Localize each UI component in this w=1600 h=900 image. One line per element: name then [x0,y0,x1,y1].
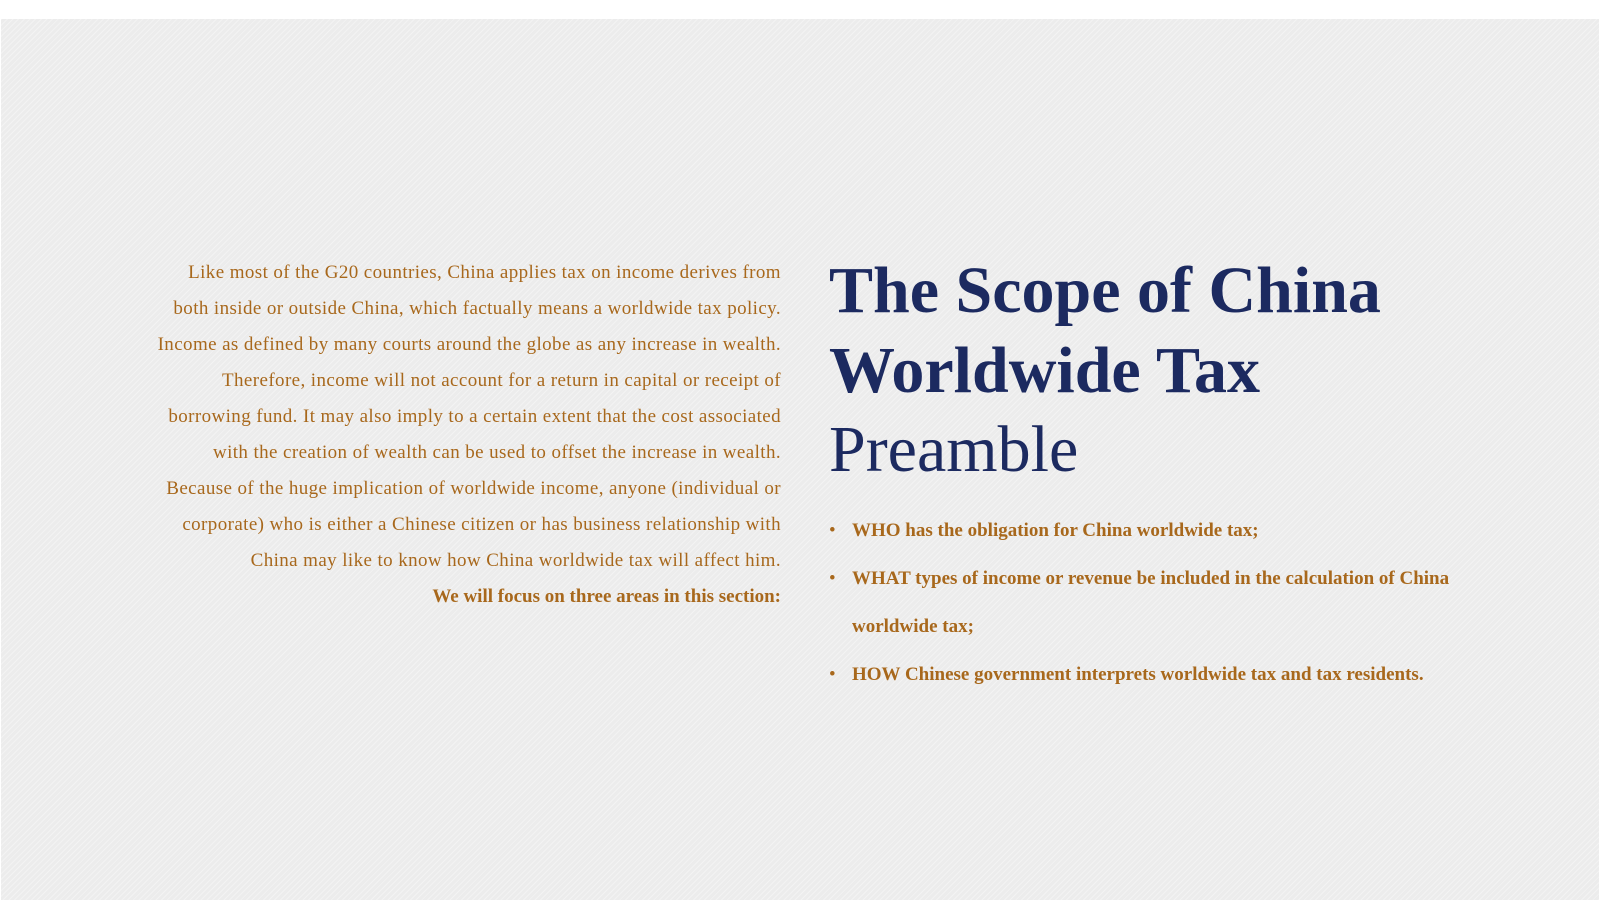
list-item [829,555,1469,651]
slide-title-line-2: Worldwide Tax [829,334,1260,407]
list-item-text: WHAT types of income or revenue be included in the calculation of China worldwide tax; [852,568,1450,637]
slide-subtitle: Preamble [829,413,1079,486]
bullet-icon: • [829,568,836,589]
intro-text-block [151,255,781,615]
focus-areas-list [829,507,1469,699]
slide-title [829,251,1469,411]
intro-paragraph-2: Because of the huge implication of worldwide income, anyone (individual or corporate) who is either a Chinese citizen or has business relationship with China may like to know how China worldwide tax will affect him. [166,478,781,571]
list-item [829,507,1469,555]
title-block [829,251,1469,699]
focus-statement: We will focus on three areas in this section: [432,586,781,607]
list-item [829,651,1469,699]
intro-paragraph-1: Like most of the G20 countries, China applies tax on income derives from both inside or outside China, which factually means a worldwide tax policy. Income as defined by many courts around the globe as any increase in wealth. Therefore, income will not account for a return in capital or receipt of borrowing fund. It may also imply to a certain extent that the cost associated with the creation of wealth can be used to offset the increase in wealth. [157,262,781,463]
list-item-text: WHO has the obligation for China worldwide tax; [852,520,1259,541]
bullet-icon: • [829,664,836,685]
slide [1,19,1599,900]
bullet-icon: • [829,520,836,541]
slide-title-line-1: The Scope of China [829,254,1381,327]
list-item-text: HOW Chinese government interprets worldwide tax and tax residents. [852,664,1424,685]
